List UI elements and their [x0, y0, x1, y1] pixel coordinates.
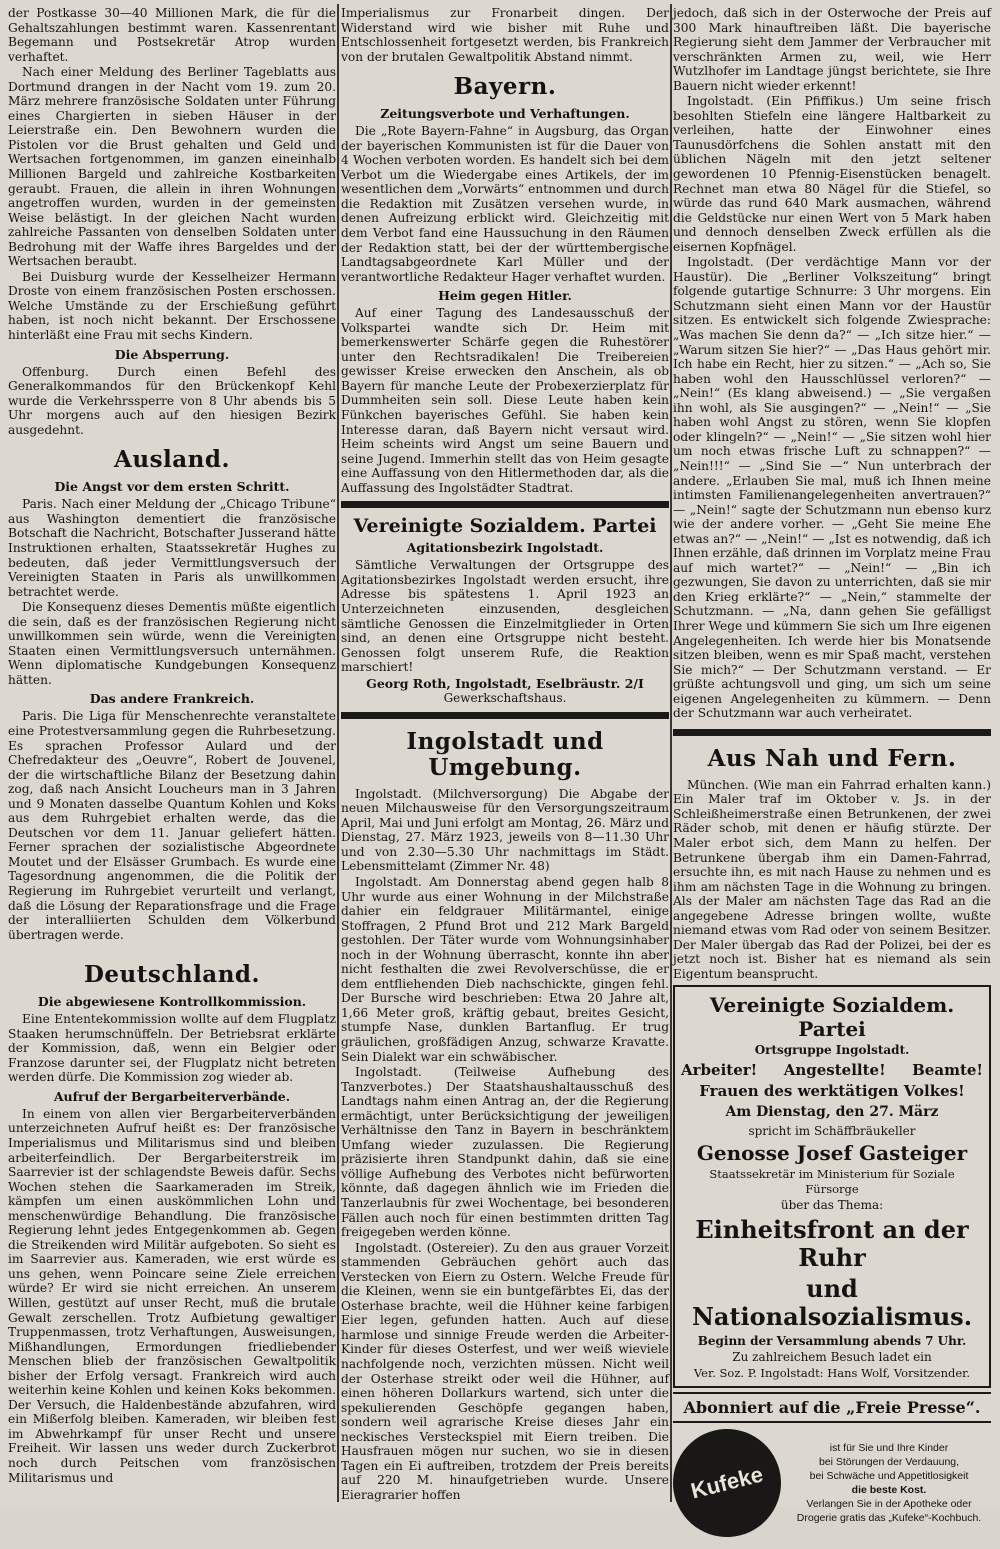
- article-paragraph: Die Konsequenz dieses Dementis müßte eigentlich die sein, daß es der französischen Regierung nicht unwillkommen sein würde, wenn die Vereinigten Staaten einen Vermittlungsversuch unternähmen. Wenn diplomatische Kundgebungen Konsequenz hätten.: [8, 600, 336, 687]
- subheading: Aufruf der Bergarbeiterverbände.: [53, 1088, 291, 1104]
- subheading: Heim gegen Hitler.: [438, 288, 572, 304]
- kufeke-line: ist für Sie und Ihre Kinder: [829, 1442, 949, 1455]
- section-heading-bayern: Bayern.: [453, 73, 557, 101]
- column-left: [8, 6, 336, 1501]
- article-paragraph: der Postkasse 30—40 Millionen Mark, die für die Gehaltszahlungen bestimmt waren. Kassenrentant Begemann und Postsekretär Atrop wurden verhaftet.: [8, 6, 336, 64]
- ad-topic-line2: und Nationalsozialismus.: [691, 1274, 973, 1332]
- kufeke-logo: Kufeke: [662, 1418, 793, 1549]
- article-paragraph: Nach einer Meldung des Berliner Tageblatts aus Dortmund drangen in der Nacht vom 19. zum 20. März mehrere französische Soldaten unter Führung eines Chargierten in sieben Häuser in der Leierstraße ein. Den Bewohnern wurden die Pistolen vor die Brust gehalten und Geld und Wertsachen fortgenommen, im ganzen eineinhalb Millionen Bargeld und zahlreiche Kostbarkeiten geraubt. Frauen, die allein in ihren Wohnungen angetroffen wurden, wurden in der gemeinsten Weise belästigt. In der gleichen Nacht wurden zahlreiche Passanten von denselben Soldaten unter Bedrohung mit der Waffe ihres Bargeldes und der Wertsachen beraubt.: [8, 65, 336, 269]
- ad-date: Am Dienstag, den 27. März: [725, 1104, 939, 1121]
- subheading: Die Absperrung.: [114, 346, 230, 362]
- subheading: Zeitungsverbote und Verhaftungen.: [380, 106, 630, 122]
- notice-text: Sämtliche Verwaltungen der Ortsgruppe des Agitationsbezirkes Ingolstadt werden ersucht, ihre Adresse bis spätestens 1. April 1923 an Unterzeichneten einzusenden, desgleichen sämtliche Genossen die Einzelmitglieder in Orten sind, an denen eine Ortsgruppe nicht besteht. Genossen folgt unserem Rufe, die Reaktion marschiert!: [341, 558, 669, 675]
- article-paragraph: Die „Rote Bayern-Fahne“ in Augsburg, das Organ der bayerischen Kommunisten ist für die Dauer von 4 Wochen verboten worden. Es handelt sich bei dem Verbot um die Wiedergabe eines Artikels, der im wesentlichen dem „Vorwärts“ entnommen und durch die Redaktion mit Zusätzen versehen wurde, in denen Aufreizung erblickt wird. Gleichzeitig mit dem Verbot fand eine Haussuchung in den Räumen der Redaktion statt, bei der der württembergische Landtagsabgeordnete Karl Müller und der verantwortliche Redakteur Hager verhaftet wurden.: [341, 124, 669, 284]
- column-rule: [670, 4, 672, 1502]
- subheading: Das andere Frankreich.: [89, 691, 255, 707]
- article-paragraph: Ingolstadt. Am Donnerstag abend gegen halb 8 Uhr wurde aus einer Wohnung in der Milchstraße dahier ein feldgrauer Militärmantel, einige Stoffragen, 2 Pfund Brot und 212 Mark Bargeld gestohlen. Der Täter wurde vom Wohnungsinhaber noch in der Wohnung überrascht, konnte ihn aber nicht festhalten die zwei Revolverschüsse, die er dem entfliehenden Dieb nachschickte, gingen fehl. Der Bursche wird beschrieben: Etwa 20 Jahre alt, 1,66 Meter groß, kräftig gebaut, breites Gesicht, stumpfe Nase, dunklen Bartanflug. Er trug gräulichen, großfädigen Anzug, schwarze Kravatte. Sein Dialekt war ein schwäbischer.: [341, 874, 669, 1064]
- notice-signature: Georg Roth, Ingolstadt, Eselbräustr. 2/I: [366, 675, 644, 691]
- notice-heading: Vereinigte Sozialdem. Partei: [353, 515, 657, 538]
- column-middle: [341, 6, 669, 1501]
- ad-topic-label: über das Thema:: [780, 1198, 884, 1213]
- subscription-slogan: Abonniert auf die „Freie Presse“.: [683, 1398, 981, 1418]
- ad-topic-line1: Einheitsfront an der Ruhr: [695, 1215, 969, 1273]
- separator-line: [673, 1421, 991, 1423]
- section-heading-ingolstadt: Ingolstadt und Umgebung.: [406, 727, 604, 781]
- event-advertisement: [673, 985, 991, 1388]
- article-paragraph: Paris. Die Liga für Menschenrechte veranstaltete eine Protestversammlung gegen die Ruhrbesetzung. Es sprachen Professor Aulard und der Chefredakteur des „Oeuvre“, Robert de Jouvenel, der die wirtschaftliche Bilanz der Besetzung dahin zog, daß nach Ansicht Loucheurs man in 3 Jahren und 9 Monaten dasselbe Quantum Kohlen und Koks aus dem Ruhrgebiet erhalten werde, das die Deutschen vor dem 11. Januar geliefert hätten. Ferner sprachen der sozialistische Abgeordnete Moutet und der Elsässer Grumbach. Es wurde eine Tagesordnung angenommen, die die Politik der Regierung im Ruhrgebiet verurteilt und verlangt, daß die Lösung der Reparationsfrage und die Frage der interalliierten Schulden dem Völkerbund übertragen werde.: [8, 709, 336, 942]
- article-paragraph: Imperialismus zur Fronarbeit dingen. Der Widerstand wird wie bisher mit Ruhe und Entschlossenheit fortgesetzt werden, bis Frankreich von der brutalen Gewaltpolitik Abstand nimmt.: [341, 6, 669, 64]
- ad-audience-workers: Arbeiter!: [681, 1061, 758, 1080]
- section-heading-nah-fern: Aus Nah und Fern.: [707, 744, 957, 772]
- kufeke-line: bei Störungen der Verdauung,: [818, 1456, 960, 1469]
- section-heading-ausland: Ausland.: [114, 446, 230, 474]
- article-paragraph: Ingolstadt. (Ostereier). Zu den aus grauer Vorzeit stammenden Gebräuchen gehört auch das Verstecken von Eiern zu Ostern. Welche Freude für die Kleinen, wenn sie ein buntgefärbtes Ei, das der Osterhase brachte, weil die Hühner keine farbigen Eier legen, gefunden hatten. Auch auf diese harmlose und sinnige Freude werden die Arbeiter-Kinder für dieses Osterfest, und wer weiß wieviele nachfolgende noch, verzichten müssen. Nicht weil der Osterhase streikt oder weil die Hühner, auf einen höheren Dollarkurs wartend, sich unter die spekulierenden Geschöpfe gegangen haben, sondern weil agrarische Kreise dieses Jahr ein neckisches Versteckspiel mit Eiern treiben. Die Hausfrauen mögen nur suchen, wo sie in diesen Tagen ein Ei auftreiben, trotzdem der Preis bereits auf 220 M. hinaufgetrieben wurde. Unsere Eieragrarier hoffen: [341, 1240, 669, 1502]
- separator-bar: [673, 729, 991, 736]
- article-paragraph: jedoch, daß sich in der Osterwoche der Preis auf 300 Mark hinauftreiben läßt. Die bayerische Regierung sieht dem Jammer der Verbraucher mit verschränkten Armen zu, weil, wie Herr Wutzlhofer im Landtage jüngst berichtete, sie Ihre Bauern nicht wieder erkennt!: [673, 6, 991, 93]
- ad-begin-time: Beginn der Versammlung abends 7 Uhr.: [697, 1334, 967, 1349]
- kufeke-line: Verlangen Sie in der Apotheke oder: [806, 1498, 972, 1511]
- ad-audience-officials: Beamte!: [912, 1061, 983, 1080]
- subheading: Die abgewiesene Kontrollkommission.: [37, 994, 307, 1010]
- notice-subheading: Agitationsbezirk Ingolstadt.: [406, 540, 604, 556]
- kufeke-line: die beste Kost.: [851, 1484, 927, 1497]
- article-paragraph: Ingolstadt. (Der verdächtige Mann vor der Haustür). Die „Berliner Volkszeitung“ bringt folgende gutartige Schnurre: 3 Uhr morgens. Ein Schutzmann sieht einen Mann vor der Haustür sitzen. Es entwickelt sich folgende Zwiesprache: „Was machen Sie denn da?“ — „Ich sitze hier.“ — „Warum sitzen Sie hier?“ — „Das Haus gehört mir. Ich habe ein Recht, hier zu sitzen.“ — „Ach so, Sie haben wohl den Hausschlüssel verloren?“ — „Nein!“ (Es klang abweisend.) — „Sie vergaßen ihn wohl, als Sie ausgingen?“ — „Nein!“ — „Sie haben wohl Angst zu stören, wenn Sie klopfen oder klingeln?“ — „Nein!“ — „Sie sitzen wohl hier um noch etwas frische Luft zu schnappen?“ — „Nein!!!“ — „Sind Sie —“ Nun unterbrach der andere. „Erlauben Sie mal, muß ich Ihnen meine intimsten Familienangelegenheiten anvertrauen?“ — „Nein!“ sagte der Schutzmann nun ebenso kurz wie der andere vorher. — „Geht Sie meine Ehe etwas an?“ — „Nein!“ — „Ist es notwendig, daß ich Ihnen erzähle, daß drinnen im Vorplatz meine Frau auf mich wartet?“ — „Nein!“ — „Bin ich gezwungen, Sie davon zu unterrichten, daß sie mir den Krieg erklärte?“ — „Nein,“ stammelte der Schutzmann. — „Na, dann gehen Sie gefälligst Ihrer Wege und kümmern Sie sich um Ihre eigenen Angelegenheiten. Ich werde hier bis Monatsende sitzen bleiben, wenn es mir Spaß macht, verstehen Sie mich?“ — Der Schutzmann verstand. — Er grüßte achtungsvoll und ging, um sich um seine eigenen Angelegenheiten zu kümmern. — Denn der Schutzmann war auch verheiratet.: [673, 255, 991, 721]
- notice-signature-line2: Gewerkschaftshaus.: [443, 690, 567, 705]
- article-paragraph: Paris. Nach einer Meldung der „Chicago Tribune“ aus Washington dementiert die französische Botschaft die Nachricht, Botschafter Jusserand hätte Instruktionen erhalten, Staatssekretär Hughes zu bedeuten, daß jeder Vermittlungsversuch der Vereinigten Staaten in Paris als unwillkommen betrachtet werde.: [8, 497, 337, 599]
- article-paragraph: Ingolstadt. (Ein Pfiffikus.) Um seine frisch besohlten Stiefeln eine längere Haltbarkeit zu verleihen, hatte der Einwohner eines Taunusdörfchens die Sohlen anstatt mit den üblichen Nägeln mit den jetzt seltener gewordenen 10 Pfennig-Eisenstücken benagelt. Rechnet man etwa 80 Nägel für die Stiefel, so würde das rund 640 Mark ausmachen, während die Geldstücke nur einen Wert von 5 Mark haben und dennoch denselben Zweck erfüllen als die eisernen Kopfnägel.: [673, 94, 991, 254]
- kufeke-line: bei Schwäche und Appetitlosigkeit: [809, 1470, 969, 1483]
- section-heading-deutschland: Deutschland.: [83, 961, 261, 989]
- ad-invitation: Zu zahlreichem Besuch ladet ein: [732, 1350, 932, 1365]
- kufeke-text: [787, 1441, 991, 1525]
- article-paragraph: Offenburg. Durch einen Befehl des Generalkommandos für den Brückenkopf Kehl wurde die Verkehrssperre von 8 Uhr abends bis 5 Uhr morgens auch auf den hiesigen Bezirk ausgedehnt.: [8, 364, 336, 437]
- ad-signature: Ver. Soz. P. Ingolstadt: Hans Wolf, Vorsitzender.: [693, 1366, 971, 1381]
- separator-bar: [341, 712, 669, 719]
- separator-bar: [341, 501, 669, 508]
- ad-speaker: Genosse Josef Gasteiger: [696, 1141, 968, 1166]
- article-paragraph: Bei Duisburg wurde der Kesselheizer Hermann Droste von einem französischen Posten erschossen. Welche Umstände zu der Erschießung geführt haben, ist noch nicht bekannt. Der Erschossene hinterläßt eine Frau mit sechs Kindern.: [8, 269, 336, 343]
- ad-audience: [681, 1061, 983, 1079]
- ad-speaker-role: Staatssekretär im Ministerium für Soziale Fürsorge: [709, 1167, 955, 1197]
- ad-heading: Vereinigte Sozialdem. Partei: [709, 993, 955, 1042]
- ad-audience-employees: Angestellte!: [783, 1061, 886, 1080]
- kufeke-line: Drogerie gratis das „Kufeke“-Kochbuch.: [796, 1512, 982, 1525]
- ad-subheading: Ortsgruppe Ingolstadt.: [754, 1043, 910, 1058]
- ad-women: Frauen des werktätigen Volkes!: [699, 1082, 965, 1101]
- article-paragraph: Ingolstadt. (Teilweise Aufhebung des Tanzverbotes.) Der Staatshaushaltausschuß des Landtags nahm einen Antrag an, der die Regierung ermächtigt, unter Berücksichtigung der jeweiligen Verhältnisse den Tanz in Bayern in beschränktem Umfang wieder zuzulassen. Die Regierung präzisierte ihren Standpunkt dahin, daß sie eine völlige Aufhebung des Verbotes nicht befürworten könnte, daß dagegen ähnlich wie im Frieden die Tanzerlaubnis für zwei Wochentage, bei besonderen Fällen auch noch für einen bestimmten dritten Tag freigegeben werden könne.: [341, 1065, 669, 1240]
- column-right: [673, 6, 991, 1525]
- article-paragraph: Eine Ententekommission wollte auf dem Flugplatz Staaken herumschnüffeln. Der Betriebsrat erklärte der Kommission, daß, wenn ein Belgier oder Franzose darunter sei, der Flugplatz nicht betreten werden dürfe. Die Kommission zog wieder ab.: [8, 1012, 336, 1085]
- column-rule: [337, 4, 339, 1502]
- article-paragraph: In einem von allen vier Bergarbeiterverbänden unterzeichneten Aufruf heißt es: Der französische Imperialismus und Militarismus sind und bleiben arbeiterfeindlich. Der Bergarbeiterstreik im Saarrevier ist der schlagendste Beweis dafür. Sechs Wochen stehen die Saarkameraden im Streik, kämpfen um einen auskömmlichen Lohn und menschenwürdige Behandlung. Die französische Regierung lehnt jedes Entgegenkommen ab. Gegen die Streikenden wird Militär aufgeboten. So sieht es im Saarrevier aus. Kameraden, wie erst würde es uns gehen, wenn Poincare seine Ziele erreichen würde? Er wird sie nicht erreichen. An unserem Willen, gestützt auf unser Recht, muß die brutale Gewalt zerschellen. Trotz Aufbietung gewaltiger Truppenmassen, trotz Verhaftungen, Ausweisungen, Mißhandlungen, Ermordungen friedliebender Menschen blieb der französischen Gewaltpolitik bisher der Erfolg versagt. Frankreich wird auch weiterhin keine Kohlen und keinen Koks bekommen. Der Versuch, die Haldenbestände abzufahren, wird ein Mißerfolg bleiben. Kameraden, wir bleiben fest im Abwehrkampf für unser Recht und unsere Freiheit. Wir lassen uns weder durch Zuckerbrot noch durch Peitschen vom französischen Militarismus und: [8, 1106, 336, 1485]
- article-paragraph: München. (Wie man ein Fahrrad erhalten kann.) Ein Maler traf im Oktober v. Js. in der Schleißheimerstraße einen Betrunkenen, der zwei Räder schob, mit denen er häufig stürzte. Der Maler erbot sich, dem Mann zu helfen. Der Betrunkene übergab ihm ein Damen-Fahrrad, ersuchte ihn, es mit nach Hause zu nehmen und es ihm am nächsten Tage in die Wohnung zu bringen. Als der Maler am nächsten Tage das Rad an die angegebene Adresse bringen wollte, wußte niemand etwas vom Rad oder von seinem Besitzer. Der Maler übergab das Rad der Polizei, bei der es jetzt noch ist. Bisher hat es niemand als sein Eigentum beansprucht.: [673, 777, 991, 981]
- party-notice: [341, 514, 669, 705]
- article-paragraph: Auf einer Tagung des Landesausschuß der Volkspartei wandte sich Dr. Heim mit bemerkenswerter Schärfe gegen die Ruhestörer unter den Rechtsradikalen! Die Treibereien gewisser Kreise erwecken den Anschein, als ob Bayern für manche Leute der Probexerzierplatz für Dummheiten sein soll. Diese Leute haben kein Fünkchen bayerisches Gefühl. Sie haben kein Interesse daran, daß Bayern nicht versaut wird. Heim scheints wird Angst um seine Bauern und seine Jugend. Immerhin stellt das von Heim gesagte eine Auffassung von den Hitlermethoden dar, als die Auffassung des Ingolstädter Stadtrat.: [341, 306, 669, 495]
- article-paragraph: Ingolstadt. (Milchversorgung) Die Abgabe der neuen Milchausweise für den Versorgungszeitraum April, Mai und Juni erfolgt am Montag, 26. März und Dienstag, 27. März 1923, jeweils von 8—11.30 Uhr und von 2.30—5.30 Uhr nachmittags im Städt. Lebensmittelamt (Zimmer Nr. 48): [341, 786, 669, 874]
- ad-venue: spricht im Schäffbräukeller: [748, 1124, 916, 1139]
- separator-line: [673, 1392, 991, 1394]
- kufeke-advertisement: [673, 1429, 991, 1537]
- subheading: Die Angst vor dem ersten Schritt.: [54, 479, 290, 495]
